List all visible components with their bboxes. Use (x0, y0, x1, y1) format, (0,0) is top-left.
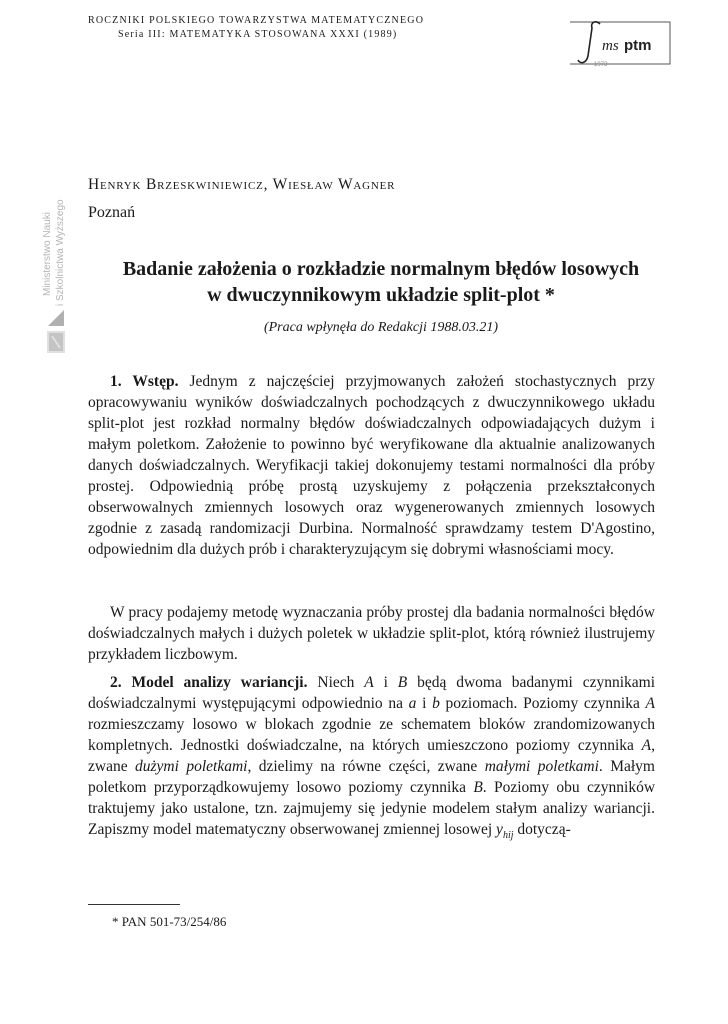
small-plots-term: małymi poletkami (484, 758, 599, 775)
variable-y-subscript: hij (502, 830, 514, 842)
watermark-line2: i Szkolnictwa Wyższego (55, 199, 66, 306)
factor-a-symbol: A (364, 674, 374, 691)
footnote: * PAN 501-73/254/86 (112, 914, 227, 929)
watermark-line1: Ministerstwo Nauki (42, 212, 53, 296)
section-2-heading: 2. Model analizy wariancji. (110, 674, 308, 691)
section-1-paragraph-1 (88, 371, 655, 560)
factor-b-symbol: B (397, 674, 408, 691)
section-1-heading: 1. Wstęp. (110, 373, 179, 390)
large-plots-term: dużymi poletkami (135, 758, 248, 775)
logo-year: 1973 (594, 62, 608, 68)
title-line1: Badanie założenia o rozkładzie normalnym błędów losowych (122, 258, 640, 280)
ptm-logo (566, 16, 674, 68)
authors: Henryk Brzeskwiniewicz, Wiesław Wagner (88, 176, 396, 193)
section-1-text: Jednym z najczęściej przyjmowanych założeń stochastycznych przy opracowywaniu wyników doświadczalnych pochodzących z dwuczynnikowego układu split-plot jest rozkład normalny błędów doświadczalnych odpowiadających dużym i małym poletkom. Założenie to powinno być weryfikowane dla aktualnie analizowanych danych doświadczalnych. Weryfikacji takiej dokonujemy testami normalności dla próby prostej. Odpowiednią próbę prostą uzyskujemy z połączenia przekształconych obserwowalnych zmiennych losowych oraz wygenerowanych zmiennych losowych zgodnie z zasadą randomizacji Durbina. Normalność sprawdzamy testem D'Agostino, odpowiednim dla dużych prób i charakteryzującym się dobrymi własnościami mocy. (88, 373, 656, 558)
paper-title (96, 256, 666, 308)
logo-ptm: ptm (624, 37, 652, 54)
section-1-paragraph-2: W pracy podajemy metodę wyznaczania próby prostej dla badania normalności błędów doświadczalnych małych i dużych poletek w układzie split-plot, którą również ilustrujemy przykładem liczbowym. (88, 604, 655, 663)
journal-header (88, 14, 424, 42)
variable-y: y (496, 821, 503, 838)
journal-title: ROCZNIKI POLSKIEGO TOWARZYSTWA MATEMATYCZNEGO (88, 15, 425, 26)
journal-series: Seria III: MATEMATYKA STOSOWANA XXXI (1989) (118, 29, 398, 40)
footnote-rule (88, 904, 180, 905)
received-date: (Praca wpłynęła do Redakcji 1988.03.21) (263, 320, 499, 335)
integral-icon (578, 22, 600, 63)
ministry-emblem-icon (48, 310, 64, 326)
section-2-paragraph: 2. Model analizy wariancji. Niech A i B będą dwoma badanymi czynnikami doświadczalnymi występującymi odpowiednio na a i b poziomach. Poziomy czynnika A rozmieszczamy losowo w blokach zgodnie ze schematem bloków zrandomizowanych kompletnych. Jednostki doświadczalne, na których umieszczono poziomy czynnika A, zwane dużymi poletkami, dzielimy na równe części, zwane małymi poletkami. Małym poletkom przyporządkowujemy losowo poziomy czynnika B. Poziomy obu czynników traktujemy jako ustalone, tzn. zajmujemy się jedynie modelem stałym analizy wariancji. Zapiszmy model matematyczny obserwowanej zmiennej losowej $y_{hij}$ dotyczą- (88, 674, 656, 842)
logo-ms: ms (602, 38, 619, 54)
ministry-watermark (36, 176, 90, 366)
title-line2: w dwuczynnikowym układzie split-plot * (207, 284, 555, 306)
city: Poznań (88, 204, 136, 221)
